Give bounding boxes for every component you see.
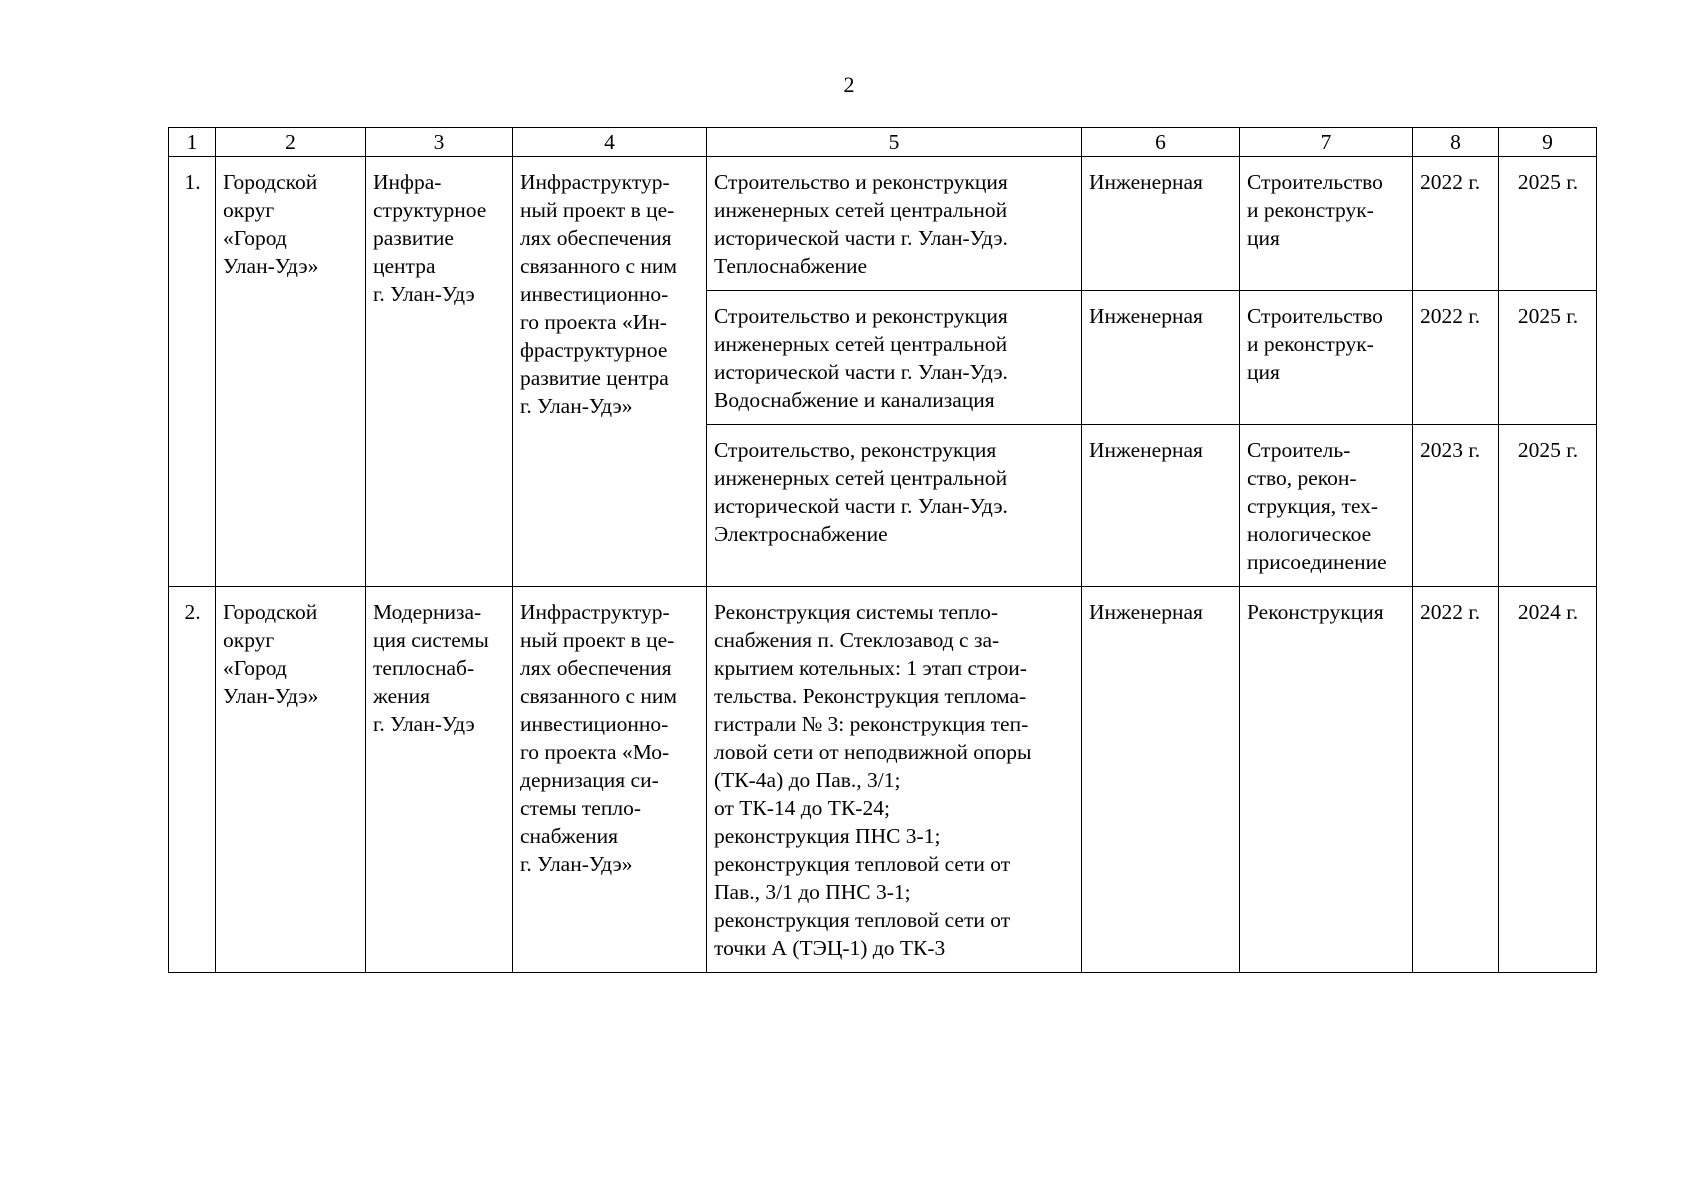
work-type-cell: Строительство и реконструк- ция: [1240, 291, 1413, 425]
column-header: 2: [216, 128, 366, 157]
column-header: 8: [1413, 128, 1499, 157]
infrastructure-type-cell: Инженерная: [1082, 587, 1240, 973]
start-year-cell: 2022 г.: [1413, 587, 1499, 973]
row-number: 1.: [169, 157, 216, 587]
infrastructure-type-cell: Инженерная: [1082, 291, 1240, 425]
start-year-cell: 2022 г.: [1413, 291, 1499, 425]
page-number: 2: [843, 72, 855, 97]
work-type-cell: Реконструкция: [1240, 587, 1413, 973]
column-header: 1: [169, 128, 216, 157]
investment-project-cell: Инфраструктур- ный проект в це- лях обеспечения связанного с ним инвестиционно- го проекта «Ин- фраструктурное развитие центра г. Улан-Удэ»: [513, 157, 707, 587]
work-type-cell: Строитель- ство, рекон- струкция, тех- нологическое присоединение: [1240, 425, 1413, 587]
column-header: 7: [1240, 128, 1413, 157]
infrastructure-type-cell: Инженерная: [1082, 157, 1240, 291]
start-year-cell: 2022 г.: [1413, 157, 1499, 291]
territory-cell: Городской округ «Город Улан-Удэ»: [216, 157, 366, 587]
column-header: 6: [1082, 128, 1240, 157]
column-header: 4: [513, 128, 707, 157]
territory-cell: Городской округ «Город Улан-Удэ»: [216, 587, 366, 973]
end-year-cell: 2025 г.: [1499, 291, 1597, 425]
end-year-cell: 2024 г.: [1499, 587, 1597, 973]
column-header: 9: [1499, 128, 1597, 157]
project-cell: Инфра- структурное развитие центра г. Улан-Удэ: [366, 157, 513, 587]
object-name-cell: Строительство, реконструкция инженерных сетей центральной исторической части г. Улан-Удэ. Электроснабжение: [707, 425, 1082, 587]
table-row: [169, 587, 1597, 973]
end-year-cell: 2025 г.: [1499, 425, 1597, 587]
column-header: 5: [707, 128, 1082, 157]
table-row: [169, 157, 1597, 291]
project-cell: Модерниза- ция системы теплоснаб- жения г. Улан-Удэ: [366, 587, 513, 973]
work-type-cell: Строительство и реконструк- ция: [1240, 157, 1413, 291]
investment-project-cell: Инфраструктур- ный проект в це- лях обеспечения связанного с ним инвестиционно- го проекта «Мо- дернизация си- стемы тепло- снабжения г. Улан-Удэ»: [513, 587, 707, 973]
column-header: 3: [366, 128, 513, 157]
object-name-cell: Строительство и реконструкция инженерных сетей центральной исторической части г. Улан-Удэ. Водоснабжение и канализация: [707, 291, 1082, 425]
infrastructure-type-cell: Инженерная: [1082, 425, 1240, 587]
end-year-cell: 2025 г.: [1499, 157, 1597, 291]
object-name-cell: Строительство и реконструкция инженерных сетей центральной исторической части г. Улан-Удэ. Теплоснабжение: [707, 157, 1082, 291]
object-name-cell: Реконструкция системы тепло- снабжения п. Стеклозавод с за- крытием котельных: 1 этап строи- тельства. Реконструкция теплома- гистрали № 3: реконструкция теп- ловой сети от неподвижной опоры (ТК-4а) до Пав., 3/1; от ТК-14 до ТК-24; реконструкция ПНС 3-1; реконструкция тепловой сети от Пав., 3/1 до ПНС 3-1; реконструкция тепловой сети от точки А (ТЭЦ-1) до ТК-3: [707, 587, 1082, 973]
start-year-cell: 2023 г.: [1413, 425, 1499, 587]
column-number-row: [169, 128, 1597, 157]
projects-table: [168, 127, 1597, 973]
row-number: 2.: [169, 587, 216, 973]
